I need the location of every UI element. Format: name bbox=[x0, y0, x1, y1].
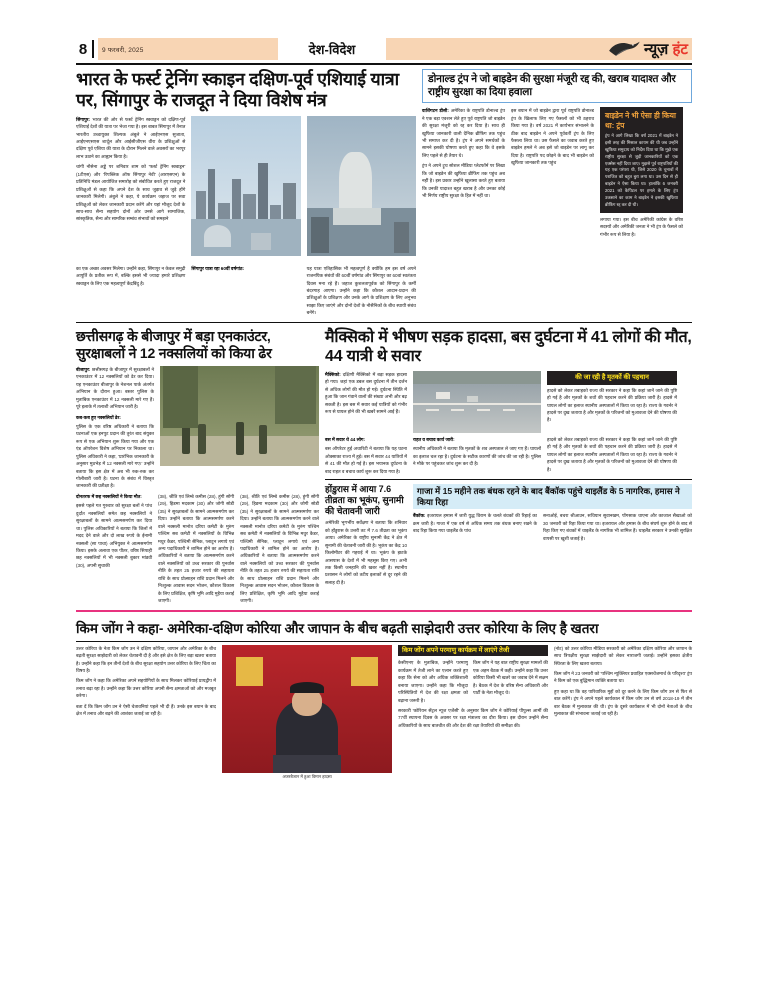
story-gaza-headline: गाजा में 15 महीने तक बंधक रहने के बाद बैंकॉक पहुंचे थाइलैंड के 5 नागरिक, हमास ने किया रिहा bbox=[417, 485, 680, 507]
story-trump bbox=[416, 69, 692, 317]
singapore-para-4: यह यात्रा एतिहासिक भी महत्वपूर्ण है क्योंकि हम इस वर्ष अपने राजनयिक संबंधों की 60वीं वर्षगांठ और सिंगापुर का 60वां स्वतंत्रता दिवस मना रहे हैं। जहाज कुशलतापूर्वक को सिंगापुर के कर्मी बंदरगाह आएगा। उन्होंने कहा कि कौशल आदान-प्रदान की प्रशिक्षुओं के प्रशिक्षण और उनके आगे के प्रशिक्षण के लिए अनुभव साझा किए जाएंगे और दोनों देशों के नौसैनिकों के बीच स्थायी संबंध बनेंगे। bbox=[306, 265, 416, 316]
gaza-para-2: सनाओई, बचरा श्रीआउन, सथियान सुवानखम, पोंगसाक थाएना और काजाल सैखाओ को 30 जनवरी को रिहा किया गया था। इजरायल और हमास के बीच संघर्ष शुरू होने के बाद से रिहा किए गए बंधकों में थाइलैंड के नागरिक भी शामिल हैं। थाइलैंड सरकार ने उनकी सुरक्षित वापसी पर खुशी जताई है। bbox=[543, 513, 692, 541]
page-sheet bbox=[76, 38, 692, 958]
kim-section-top-rule bbox=[76, 610, 692, 612]
naxal-dateline: बीजापुर: bbox=[76, 366, 91, 372]
kim-col4-p3: हुए कहा था कि वह पारिवारिक मुद्दों को दूर करने के लिए किम जोंग उन से फिर से बात करेंगे। ट्रंप ने अपने पहले कार्यकाल में किम जोंग उन से वर्ष 2018-19 में तीन बार बैठक में मुलाकात की थी। ट्रंप के दूसरे कार्यकाल में भी दोनों नेताओं के बीच मुलाकात की संभावना जताई जा रही है। bbox=[554, 688, 692, 717]
kim-box-heading-bar bbox=[398, 645, 548, 657]
mexico-dateline: मैक्सिको: bbox=[325, 371, 341, 377]
kim-col-1 bbox=[76, 645, 216, 780]
naxal-para-4b: (38), श्रीति एवं लिम्बे कमीस (28), हुंगी सोंगी (29), हिडमा मदकाम (30) और जोगी सोडी (35) ने सुरक्षाबलों के सामने आत्मसमर्पण कर दिया। उन्होंने बताया कि आत्मसमर्पण करने वाले नक्सली मानोत्र दरिया कमेटी के मुरुंग पश्चिम सब कमेटी में नक्सलियों के विभिन्न मधुर कैडर, पश्चिमी सैनिक, प्लाटून लगाये एवं अन्य पदाधिकारी ने शामिल होने का आरोप है। अधिकारियों ने बताया कि आत्मसमर्पण करने वाले नक्सलियों को उच्च सरकार की पुनर्वास नीति के तहत 25 हजार रुपये की सहायता राशि के साथ प्रोत्साहन राशि प्रदान मिलने और निःशुल्क आवास सदन भोजन, कौशल विकास के लिए प्रशिक्षित, कृषि भूमि आदि मुहैया कराई जाएगी। bbox=[240, 493, 320, 604]
mexico-sidebar-box bbox=[547, 371, 677, 385]
trump-dateline: वाशिंगटन डीसी: bbox=[422, 108, 449, 114]
honduras-para-1: अमेरिकी भूगर्भीय सर्वेक्षण ने बताया कि शनिवार को होंडुरास के उत्तरी तट में 7.6 तीव्रता का भूकंप आया। अमेरिका के राष्ट्रीय सुनामी केंद्र ने क्षेत्र में सुनामी की चेतावनी जारी की है। भूकंप का केंद्र 10 किलोमीटर की गहराई में था। भूकंप के झटके आसपास के देशों में भी महसूस किए गए। अभी तक किसी जनहानि की खबर नहीं है। स्थानीय प्रशासन ने लोगों को तटीय इलाकों से दूर रहने की सलाह दी है। bbox=[325, 520, 407, 585]
section-world-top bbox=[76, 69, 692, 317]
kim-col-4 bbox=[548, 645, 692, 780]
naxal-subhead-2: दोनतरफ में छह नक्सलियों ने किया मौत: bbox=[76, 493, 142, 499]
story-gaza-headline-box bbox=[413, 484, 692, 509]
naxal-subhead-1: कब-कब हुए नक्सलियों ढेर: bbox=[76, 414, 121, 420]
trump-para-3: इस बयान में जो बाइडेन द्वारा पूर्व राष्ट्रपति डोनाल्ड ट्रंप के खिलाफ लिए गए फैसलों को भी ठहराव किया गया है। वर्ष 2021 में कार्यभार संभालने के ठीक बाद बाइडेन ने अपने पूर्ववर्ती ट्रंप के लिए फैसला लिया था। उस फैसले का जवाब करते हुए बाइडेन हमले ने अब इसे जो बाइडेन पर लागू कर दिया है। राष्ट्रपति पद छोड़ने के बाद भी बाइडेन को खुफिया जानकारी तक पहुंच bbox=[511, 108, 594, 166]
singapore-para-3: का एक अच्छा अवसर मिलेगा। उन्होंने कहा, सिंगापुर न केवल समुद्री आपूर्ति के प्रतीक रूप में, बल्कि इससे भी ज्यादा हमारे प्रशिक्षण स्क्वाड्रन के लिए एक महत्वपूर्ण केंद्रबिंदु है। bbox=[76, 265, 186, 286]
mexico-sidebar-heading: की जा रही है मृतकों की पहचान bbox=[575, 373, 649, 381]
masthead-bottom-rule bbox=[76, 63, 692, 65]
kim-col2-text: किम जोंग ने यह बात राष्ट्रीय सुरक्षा मामलों की एक अहम बैठक में कही। उन्होंने कहा कि उत्तर कोरिया किसी भी खतरे का जवाब देने में सक्षम है। बैठक में देश के वरिष्ठ सैन्य अधिकारी और पार्टी के नेता मौजूद थे। bbox=[473, 660, 548, 696]
gaza-dateline: बैंकॉक: bbox=[413, 513, 426, 519]
singapore-skyline-photo bbox=[191, 116, 300, 256]
gaza-para-1: बैंकॉक: इजरायल हमास में जारी युद्ध विराम के चलते बंधकों की रिहाई का क्रम जारी है। गाजा में एक वर्ष से अधिक समय तक बंधक बनाए रखने के बाद रिहा किया गया थाइलैंड के पांच bbox=[413, 513, 537, 534]
mexico-highway-photo bbox=[413, 371, 541, 433]
story-naxal-headline: छत्तीसगढ़ के बीजापुर में बड़ा एनकाउंटर, सुरक्षाबलों ने 12 नक्सलियों को किया ढेर bbox=[76, 327, 272, 361]
page-number: 8 bbox=[78, 40, 88, 58]
kim-col-2 bbox=[216, 645, 392, 780]
mexico-para-1: मैक्सिको: दक्षिणी मैक्सिको में बड़ा सड़क हादसा हो गया। जहां एक डबल बस दुर्घटना में तीन दर्जन से अधिक लोगों की मौत हो गई। दुर्घटना स्थिति में हुआ कि जान गंवाने वालों की संख्या अभी और बढ़ सकती है। इस बस में सवार कई यात्रियों को गंभीर रूप से घायल होने की भी खबरें सामने आई हैं। bbox=[325, 371, 407, 414]
kim-photo-caption: अजरबैजान में हुआ विमान हादसा bbox=[282, 773, 332, 779]
masthead-divider bbox=[92, 40, 94, 58]
kim-col1-p3: बता दें कि किम जोंग उन ने ऐसी चेतावनियां पहले भी दी हैं। उनके इस बयान के बाद क्षेत्र में तनाव और बढ़ने की आशंका जताई जा रही है। bbox=[76, 703, 216, 717]
story-honduras-headline: होंडुरास में आया 7.6 तीव्रता का भूकंप, सुनामी की चेतावनी जारी bbox=[325, 483, 404, 516]
masthead-date-bar bbox=[98, 38, 278, 60]
naxal-para-4: (38), श्रीति एवं लिम्बे कमीस (28), हुंगी सोंगी (29), हिडमा मदकाम (30) और जोगी सोडी (35) ने सुरक्षाबलों के सामने आत्मसमर्पण कर दिया। उन्होंने बताया कि आत्मसमर्पण करने वाले नक्सली मानोत्र दरिया कमेटी के मुरुंग पश्चिम सब कमेटी में नक्सलियों के विभिन्न मधुर कैडर, पश्चिमी सैनिक, प्लाटून लगाये एवं अन्य पदाधिकारी ने शामिल होने का आरोप है। अधिकारियों ने बताया कि आत्मसमर्पण करने वाले नक्सलियों को उच्च सरकार की पुनर्वास नीति के तहत 25 हजार रुपये की सहायता राशि के साथ प्रोत्साहन राशि प्रदान मिलने और निःशुल्क आवास सदन भोजन, कौशल विकास के लिए प्रशिक्षित, कृषि भूमि आदि मुहैया कराई जाएगी। bbox=[158, 493, 235, 604]
masthead bbox=[76, 38, 692, 60]
singapore-para-2: चांगी नौसेना अड्डे पर शनिवार शाम को 'फर्स्ट ट्रेनिंग स्क्वाड्रन' (1टीएस) और 'रिपब्लिक ऑफ सिंगापुर नेवी' (आरएसएन) के प्रतिनिधि मंडल आयोजित समारोह को संबोधित करते हुए राजदूत ने प्रशिक्षुओं से कहा कि अपने देश के साथ जुड़ाव से जुड़े होंगे जानकारी मिलेगी। अंबुले ने कहा, ये कार्यक्रम जहाज पर सवा प्रशिक्षुओं को लेकर जानकारी प्रदान करेंगे और यहां मौजूद देशों के साथ-साथ सैन्य सहयोग दोनों ओर उनसे आगे सामाजिक, सांस्कृतिक, सैन्य और सामरिक सम्बंध संभावों को समझने bbox=[76, 164, 186, 222]
kim-col1-p2: किम जोंग ने कहा कि अमेरिका अपने सहयोगियों के साथ मिलकर कोरियाई प्रायद्वीप में तनाव बढ़ा रहा है। उन्होंने कहा कि उत्तर कोरिया अपनी सैन्य क्षमताओं को और मजबूत करेगा। bbox=[76, 678, 216, 699]
section-kim-jong bbox=[76, 618, 692, 779]
trump-sidebar-heading: बाइडेन ने भी ऐसा ही किया था: ट्रंप bbox=[605, 111, 676, 130]
singapore-subhead-2: सिंगापुर यात्रा रहा 60वीं वर्षगांठ: bbox=[191, 265, 245, 271]
kim-box-text: केसीएनए के मुताबिक, उन्होंने परमाणु कार्यक्रम में तेजी लाने का एलान करते हुए कहा कि सेना को और अधिक शक्तिशाली बनाया जाएगा। उन्होंने कहा कि मौजूदा परिस्थितियों में देश की रक्षा क्षमता को बढ़ाना जरूरी है। bbox=[398, 660, 468, 703]
story-naxal bbox=[76, 328, 319, 605]
story-mexico-group bbox=[319, 328, 692, 605]
section-world-middle bbox=[76, 328, 692, 605]
story-kim-headline: किम जोंग ने कहा- अमेरिका-दक्षिण कोरिया और जापान के बीच बढ़ती साझेदारी उत्तर कोरिया के लिए है खतरा bbox=[76, 621, 599, 637]
brand-name: न्यूज़ हंट bbox=[644, 40, 688, 58]
mexico-para-2: बस ऑपरेटर हुई अथारिटी ने बताया कि यह घटना ओक्साका राज्य में हुई। बस में सवार 44 यात्रियों में से 41 की मौत हो गई है। इस भयानक दुर्घटना के बाद राहत व बचाव कार्य शुरू कर दिया गया है। bbox=[325, 446, 407, 474]
singapore-photo-caption bbox=[191, 256, 300, 262]
kim-col4-p2: किम जोंग ने 23 जनवरी को 'पश्चिम न्यूक्लियर प्रवाहित एक्सचेंजमार्च के परिदृश्य' ट्रंप ने किम को एक बुद्धिमान व्यक्ति बताया था। bbox=[554, 670, 692, 684]
story-singapore-headline: भारत के फर्स्ट ट्रेनिंग स्काइन दक्षिण-पूर्व एशियाई यात्रा पर, सिंगापुर के राजदूत ने दिया विशेष मंत्र bbox=[76, 69, 399, 111]
story-singapore bbox=[76, 69, 416, 317]
kim-body bbox=[76, 645, 692, 780]
eagle-icon bbox=[608, 40, 642, 58]
naxal-para-3: इससे पहले गत गुरुवार को सुरक्षा बलों ने पांच दुर्दांत नक्सलियों समेत छह नक्सलियों ने सुरक्षाबलों के सामने आत्मसमर्पण कर दिया था। पुलिस अधिकारियों ने बताया कि जिलों में मदद देने वाले और दो लाख रुपये के ईनामी नक्सली (सा पाचा) अभियुक्त ने आत्मसमर्पण किया। इसके अलावा एक पीतर, वरिष्ठ सिपाही छह नक्सलियों में भी नक्सली बुकार मांडवी (30), अपनी सुचाकी bbox=[76, 503, 153, 568]
trump-para-4: लगाया गया। इस बीच अमेरिकी कांग्रेस के वरिष्ठ सदस्यों और अमेरिकी जनता ने भी ट्रंप के फैसले को गंभीर रूप से लिया है। bbox=[600, 216, 683, 237]
trump-para-2: ट्रंप ने अपने ट्रुथ सोशल मीडिया प्लेटफॉर्म पर लिखा कि जो बाइडेन की खुफिया ब्रीफिंग तक पहुंच अब नहीं है। इस प्रकार उन्होंने खुलासा करते हुए बताया कि उनकी यादाश्त बहुत खराब है और उनका कोई भी निर्णय राष्ट्रीय सुरक्षा के हित में नहीं था। bbox=[422, 163, 505, 199]
publication-date: 9 फरवरी, 2025 bbox=[102, 46, 144, 54]
kim-headline-rule bbox=[76, 641, 692, 642]
section-1-rule bbox=[76, 322, 692, 323]
singapore-para-1: सिंगापुर: भारत की ओर से फर्स्ट ट्रेनिंग स्क्वाड्रन को दक्षिण-पूर्व एशियाई देशों की यात्रा पर भेजा गया है। इस बाबत सिंगापुर में तैनात भारतीय उच्चायुक्त शिल्पक अंबुले ने आईएनएस सुजाता, आईएनएसएस शार्दूल और आईसीजीएस वीरा के प्रशिक्षुओं से दक्षिण पूर्व एशिया की यात्रा के दौरान मिलने वाले अवसरों का भरपूर लाभ उठाने का आह्वान किया है। bbox=[76, 116, 186, 159]
singapore-dateline: सिंगापुर: bbox=[76, 116, 91, 122]
kim-col-3 bbox=[392, 645, 548, 780]
story-trump-headline: डोनाल्ड ट्रंप ने जो बाइडेन की सुरक्षा मंजूरी रद्द की, खराब यादाश्त और राष्ट्रीय सुरक्षा का दिया हवाला bbox=[428, 73, 676, 99]
kim-jong-photo bbox=[222, 645, 392, 773]
mexico-bottom-rule bbox=[325, 479, 692, 480]
mexico-sidebar-text: हादसे को लेकर तबाहको राज्य की सरकार ने कहा कि कहां जानें जाने की पुष्टि हो गई है और मृतकों के शवों की पहचान करने की प्रक्रिया जारी है। हादसे में घायल लोगों का इलाज स्थानीय अस्पतालों में किया जा रहा है। राज्य के गवर्नर ने हादसे पर दुख जताया है और मृतकों के परिजनों को मुआवजा देने की घोषणा की है। bbox=[547, 387, 677, 423]
mexico-sidebar-text-cont: हादसे को लेकर तबाहको राज्य की सरकार ने कहा कि कहां जानें जाने की पुष्टि हो गई है और मृतकों के शवों की पहचान करने की प्रक्रिया जारी है। हादसे में घायल लोगों का इलाज स्थानीय अस्पतालों में किया जा रहा है। राज्य के गवर्नर ने हादसे पर दुख जताया है और मृतकों के परिजनों को मुआवजा देने की घोषणा की है। bbox=[547, 436, 677, 472]
mexico-para-3: स्थानीय अधिकारी ने बताया कि मृतकों के शव अस्पताल ले जाए गए हैं। घायलों का इलाज चल रहा है। दुर्घटना के सटीक कारणों की जांच की जा रही है। पुलिस ने मौके पर पहुंचकर जांच शुरू कर दी है। bbox=[413, 446, 541, 467]
trump-sidebar-text: ट्रंप ने आगे लिखा कि वर्ष 2021 में बाइडेन ने इसी तरह की मिसाल कायम की थी जब उन्होंने खुफिया समुदाय को निर्देश दिया था कि मुझे एक राष्ट्रीय सुरक्षा से जुड़ी जानकारियों को एक एक्सेस नहीं दिया जाए। मुझसे पूर्व राष्ट्रपतियों की यह एक परंपरा थी, जिसे 2020 के चुनावों में पराजित को बहुत बुरा लगा था। उस दिन से ही बाइडेन ने ऐसा किया था। हालांकि 6 जनवरी 2021 को कैपिटल पर हमले के लिए ट्रंप उकसाने का काम ने बाइडेन ने इसकी खुफिया ब्रीफिंग रद्द कर दी थी। bbox=[605, 133, 678, 207]
mexico-subhead-2: राहत व बचाव कार्य जारी: bbox=[413, 436, 455, 442]
trump-para-1: वाशिंगटन डीसी: अमेरिका के राष्ट्रपति डोनाल्ड ट्रंप ने एक बड़ा एक्शन लेते हुए पूर्व राष्ट्रपति जो बाइडेन की सुरक्षा मंजूरी को रद्द कर दिया है। साथ ही खुफिया जानकारी वाली दैनिक ब्रीफिंग तक पहुंच भी समाप्त कर दी है। ट्रंप ने अपने समर्थकों के सामने इसकी घोषणा करते हुए कहा कि वे इसके लिए पहले से ही तैयार थे। bbox=[422, 108, 506, 158]
trump-sidebar-box bbox=[600, 107, 683, 212]
kim-col4-p1: (नोट) को उत्तर कोरिया मीडिया सरकारी को अमेरिका दक्षिण कोरिया और जापान के साथ त्रिपक्षीय सुरक्षा साझेदारी को लेकर नाराजगी जताई। उन्होंने इसका क्षेत्रीय स्थिरता के लिए खतरा बताया। bbox=[554, 645, 692, 666]
section-title: देश-विदेश bbox=[308, 42, 356, 57]
mexico-subhead-1: बस में सवार थे 44 लोग: bbox=[325, 436, 366, 442]
kim-col3-text: सरकारी 'कोरियन सेंट्रल न्यूज एजेंसी' के अनुसार किम जोंग ने कोरियाई पीपुल्स आर्मी की 77वीं स्थापना दिवस के अवसर पर रक्षा मंत्रालय का दौरा किया। इस दौरान उन्होंने सैन्य अधिकारियों के साथ बातचीत की और देश की रक्षा तैयारियों की समीक्षा की। bbox=[398, 707, 548, 728]
story-trump-headline-box bbox=[422, 69, 692, 103]
story-mexico-headline: मैक्सिको में भीषण सड़क हादसा, बस दुर्घटना में 41 लोगों की मौत, 44 यात्री थे सवार bbox=[325, 328, 692, 366]
naxal-para-1: बीजापुर: छत्तीसगढ़ के बीजापुर में सुरक्षाबलों ने एनकाउंटर में 12 नक्सलियों को ढेर कर दिया। यह एनकाउंटर बीजापुर के नेशनल पार्क अंतर्गत अभियान के दौरान हुआ। बस्तर पुलिस के मुताबिक एनकाउंटर में 12 नक्सली मारे गए हैं। पूरे इलाके में तलाशी अभियान जारी है। bbox=[76, 366, 154, 410]
brand-logo bbox=[608, 40, 688, 58]
singapore-merlion-caption bbox=[307, 256, 416, 262]
naxal-para-2: पुलिस के एक वरिष्ठ अधिकारी ने बताया कि घटनाओं एक इनपुट प्रदान की तुरंत बाद संयुक्त रूप से एक अभियान शुरू किया गया और एक एंड ऑपरेशन विशेष अभियान पर निकाला था। पुलिस अधिकारी ने कहा, 'प्रारंभिक जानकारी के अनुसार मुठभेड़ में 12 नक्सली मारे गए।' उन्होंने बताया कि इस क्षेत्र में अब भी रुक-रुक कर गोलीबारी जारी है। घटना के संबंध में विस्तृत जानकारी की प्रतीक्षा है। bbox=[76, 423, 154, 489]
naxal-forest-photo bbox=[160, 366, 319, 466]
masthead-brand-bar bbox=[386, 38, 692, 60]
singapore-merlion-photo bbox=[307, 116, 416, 256]
kim-box-heading: किम जोंग अपने परमाणु कार्यक्रम में लाएंगे तेजी bbox=[402, 646, 510, 654]
kim-col1-p1: उत्तर कोरिया के नेता किम जोंग उन ने दक्षिण कोरिया, जापान और अमेरिका के बीच बढ़ती सुरक्षा साझेदारी को लेकर चेतावनी दी है और इसे क्षेत्र के लिए बड़ा खतरा बताया है। उन्होंने कहा कि इन तीनों देशों के बीच सुरक्षा सहयोग उत्तर कोरिया के लिए चिंता का विषय है। bbox=[76, 645, 216, 673]
